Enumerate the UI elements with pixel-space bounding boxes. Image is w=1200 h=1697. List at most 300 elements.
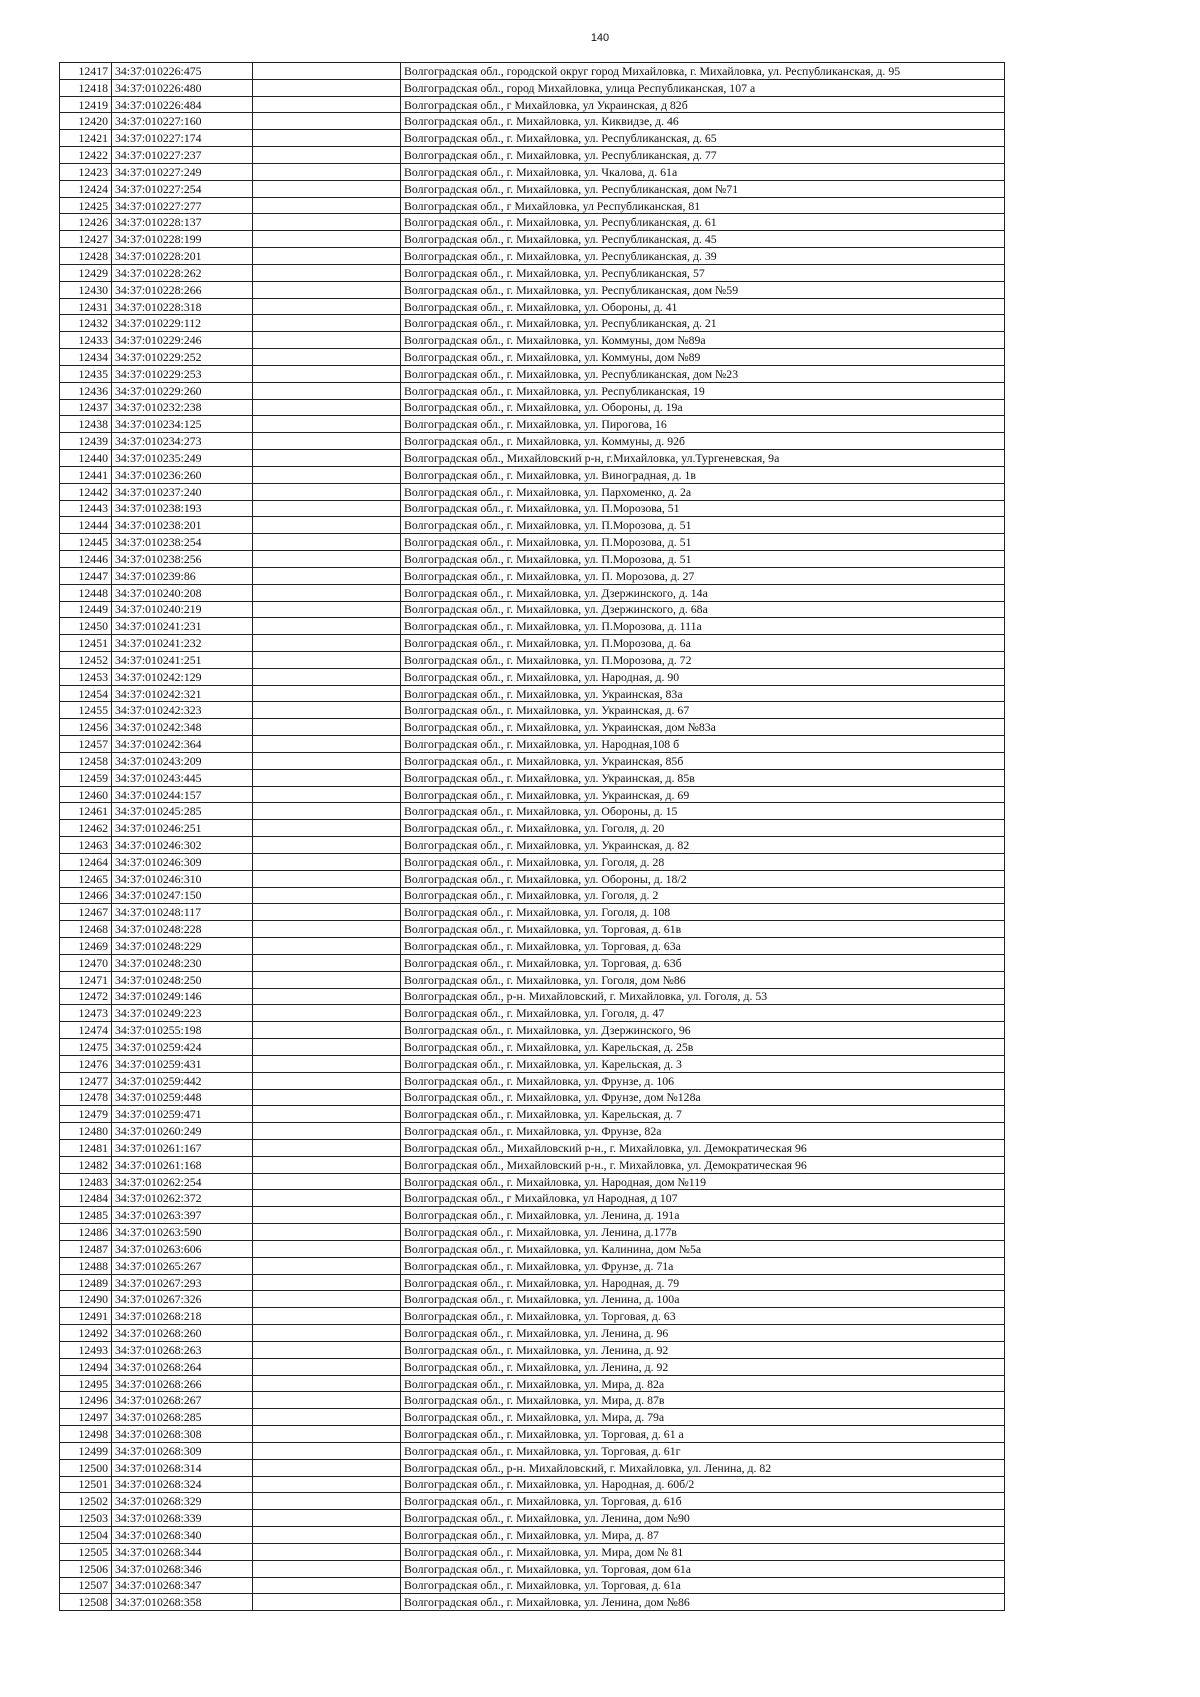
row-number-cell: 12496: [60, 1392, 112, 1409]
table-row: [60, 921, 1005, 938]
cadastral-number-cell: 34:37:010267:326: [112, 1291, 253, 1308]
row-number-cell: 12418: [60, 79, 112, 96]
empty-cell: [253, 1560, 401, 1577]
address-cell: Волгоградская обл., г. Михайловка, ул. Украинская, д. 69: [401, 786, 1005, 803]
row-number-cell: 12476: [60, 1055, 112, 1072]
row-number-cell: 12465: [60, 870, 112, 887]
empty-cell: [253, 904, 401, 921]
cadastral-number-cell: 34:37:010244:157: [112, 786, 253, 803]
cadastral-number-cell: 34:37:010241:231: [112, 618, 253, 635]
row-number-cell: 12457: [60, 736, 112, 753]
table-row: [60, 1543, 1005, 1560]
address-cell: Волгоградская обл., г. Михайловка, ул. Торговая, д. 63б: [401, 954, 1005, 971]
address-cell: Волгоградская обл., г. Михайловка, ул. Украинская, дом №83а: [401, 719, 1005, 736]
table-row: [60, 954, 1005, 971]
registry-table: [59, 62, 1005, 1611]
row-number-cell: 12426: [60, 214, 112, 231]
row-number-cell: 12438: [60, 416, 112, 433]
address-cell: Волгоградская обл., г. Михайловка, ул. Украинская, 85б: [401, 752, 1005, 769]
row-number-cell: 12508: [60, 1594, 112, 1611]
cadastral-number-cell: 34:37:010243:445: [112, 769, 253, 786]
row-number-cell: 12423: [60, 163, 112, 180]
row-number-cell: 12492: [60, 1325, 112, 1342]
table-row: [60, 1409, 1005, 1426]
empty-cell: [253, 1594, 401, 1611]
cadastral-number-cell: 34:37:010229:252: [112, 349, 253, 366]
row-number-cell: 12432: [60, 315, 112, 332]
cadastral-number-cell: 34:37:010227:160: [112, 113, 253, 130]
row-number-cell: 12421: [60, 130, 112, 147]
empty-cell: [253, 870, 401, 887]
empty-cell: [253, 248, 401, 265]
table-row: [60, 130, 1005, 147]
address-cell: Волгоградская обл., г. Михайловка, ул. Ленина, дом №86: [401, 1594, 1005, 1611]
empty-cell: [253, 988, 401, 1005]
empty-cell: [253, 769, 401, 786]
empty-cell: [253, 163, 401, 180]
table-row: [60, 1325, 1005, 1342]
address-cell: Волгоградская обл., г. Михайловка, ул. Республиканская, дом №59: [401, 281, 1005, 298]
row-number-cell: 12488: [60, 1257, 112, 1274]
empty-cell: [253, 853, 401, 870]
cadastral-number-cell: 34:37:010241:232: [112, 635, 253, 652]
table-row: [60, 1240, 1005, 1257]
row-number-cell: 12441: [60, 466, 112, 483]
row-number-cell: 12480: [60, 1123, 112, 1140]
empty-cell: [253, 332, 401, 349]
address-cell: Волгоградская обл., г. Михайловка, ул. П.Морозова, д. 111а: [401, 618, 1005, 635]
address-cell: Волгоградская обл., г. Михайловка, ул. П.Морозова, д. 72: [401, 651, 1005, 668]
row-number-cell: 12458: [60, 752, 112, 769]
empty-cell: [253, 803, 401, 820]
row-number-cell: 12429: [60, 264, 112, 281]
address-cell: Волгоградская обл., г. Михайловка, ул. П. Морозова, д. 27: [401, 567, 1005, 584]
empty-cell: [253, 820, 401, 837]
table-row: [60, 1039, 1005, 1056]
address-cell: Волгоградская обл., г. Михайловка, ул. Торговая, д. 63а: [401, 938, 1005, 955]
empty-cell: [253, 954, 401, 971]
address-cell: Волгоградская обл., г. Михайловка, ул. Торговая, д. 61а: [401, 1577, 1005, 1594]
row-number-cell: 12498: [60, 1426, 112, 1443]
cadastral-number-cell: 34:37:010262:254: [112, 1173, 253, 1190]
table-row: [60, 651, 1005, 668]
table-row: [60, 180, 1005, 197]
table-row: [60, 298, 1005, 315]
row-number-cell: 12470: [60, 954, 112, 971]
cadastral-number-cell: 34:37:010228:262: [112, 264, 253, 281]
row-number-cell: 12463: [60, 837, 112, 854]
table-row: [60, 281, 1005, 298]
table-row: [60, 1493, 1005, 1510]
empty-cell: [253, 551, 401, 568]
address-cell: Волгоградская обл., г. Михайловка, ул. Торговая, д. 61г: [401, 1442, 1005, 1459]
table-row: [60, 551, 1005, 568]
empty-cell: [253, 113, 401, 130]
table-row: [60, 433, 1005, 450]
empty-cell: [253, 1543, 401, 1560]
cadastral-number-cell: 34:37:010261:168: [112, 1156, 253, 1173]
address-cell: Волгоградская обл., р-н. Михайловский, г. Михайловка, ул. Гоголя, д. 53: [401, 988, 1005, 1005]
table-row: [60, 786, 1005, 803]
address-cell: Волгоградская обл., г. Михайловка, ул. П.Морозова, д. 6а: [401, 635, 1005, 652]
cadastral-number-cell: 34:37:010242:129: [112, 668, 253, 685]
cadastral-number-cell: 34:37:010227:174: [112, 130, 253, 147]
empty-cell: [253, 1325, 401, 1342]
address-cell: Волгоградская обл., г. Михайловка, ул. Пархоменко, д. 2а: [401, 483, 1005, 500]
table-row: [60, 988, 1005, 1005]
cadastral-number-cell: 34:37:010227:254: [112, 180, 253, 197]
table-row: [60, 584, 1005, 601]
address-cell: Волгоградская обл., г. Михайловка, ул. Дзержинского, д. 68а: [401, 601, 1005, 618]
row-number-cell: 12443: [60, 500, 112, 517]
cadastral-number-cell: 34:37:010228:137: [112, 214, 253, 231]
row-number-cell: 12417: [60, 63, 112, 80]
row-number-cell: 12461: [60, 803, 112, 820]
table-row: [60, 1527, 1005, 1544]
address-cell: Волгоградская обл., г. Михайловка, ул. Ленина, д. 92: [401, 1341, 1005, 1358]
empty-cell: [253, 349, 401, 366]
row-number-cell: 12468: [60, 921, 112, 938]
empty-cell: [253, 264, 401, 281]
empty-cell: [253, 1577, 401, 1594]
table-row: [60, 1459, 1005, 1476]
cadastral-number-cell: 34:37:010238:193: [112, 500, 253, 517]
row-number-cell: 12447: [60, 567, 112, 584]
address-cell: Волгоградская обл., г. Михайловка, ул. Украинская, 83а: [401, 685, 1005, 702]
cadastral-number-cell: 34:37:010268:358: [112, 1594, 253, 1611]
table-row: [60, 668, 1005, 685]
table-row: [60, 365, 1005, 382]
cadastral-number-cell: 34:37:010227:249: [112, 163, 253, 180]
address-cell: Волгоградская обл., г. Михайловка, ул. Дзержинского, 96: [401, 1022, 1005, 1039]
row-number-cell: 12431: [60, 298, 112, 315]
empty-cell: [253, 399, 401, 416]
row-number-cell: 12481: [60, 1140, 112, 1157]
cadastral-number-cell: 34:37:010259:448: [112, 1089, 253, 1106]
row-number-cell: 12504: [60, 1527, 112, 1544]
row-number-cell: 12420: [60, 113, 112, 130]
address-cell: Волгоградская обл., г. Михайловка, ул. Народная, д. 90: [401, 668, 1005, 685]
cadastral-number-cell: 34:37:010248:117: [112, 904, 253, 921]
table-row: [60, 1442, 1005, 1459]
cadastral-number-cell: 34:37:010229:253: [112, 365, 253, 382]
row-number-cell: 12501: [60, 1476, 112, 1493]
row-number-cell: 12444: [60, 517, 112, 534]
address-cell: Волгоградская обл., г. Михайловка, ул. Фрунзе, дом №128а: [401, 1089, 1005, 1106]
cadastral-number-cell: 34:37:010268:344: [112, 1543, 253, 1560]
empty-cell: [253, 567, 401, 584]
empty-cell: [253, 63, 401, 80]
cadastral-number-cell: 34:37:010259:471: [112, 1106, 253, 1123]
table-row: [60, 466, 1005, 483]
cadastral-number-cell: 34:37:010240:219: [112, 601, 253, 618]
empty-cell: [253, 416, 401, 433]
address-cell: Волгоградская обл., г. Михайловка, ул. Гоголя, д. 108: [401, 904, 1005, 921]
empty-cell: [253, 1308, 401, 1325]
row-number-cell: 12490: [60, 1291, 112, 1308]
page-number: 140: [590, 32, 610, 44]
empty-cell: [253, 1224, 401, 1241]
table-row: [60, 231, 1005, 248]
cadastral-number-cell: 34:37:010234:125: [112, 416, 253, 433]
table-row: [60, 1257, 1005, 1274]
row-number-cell: 12449: [60, 601, 112, 618]
cadastral-number-cell: 34:37:010249:146: [112, 988, 253, 1005]
cadastral-number-cell: 34:37:010240:208: [112, 584, 253, 601]
row-number-cell: 12495: [60, 1375, 112, 1392]
address-cell: Волгоградская обл., г. Михайловка, ул. Киквидзе, д. 46: [401, 113, 1005, 130]
address-cell: Волгоградская обл., г. Михайловка, ул. Республиканская, дом №71: [401, 180, 1005, 197]
address-cell: Волгоградская обл., г. Михайловка, ул. Карельская, д. 3: [401, 1055, 1005, 1072]
row-number-cell: 12473: [60, 1005, 112, 1022]
row-number-cell: 12451: [60, 635, 112, 652]
cadastral-number-cell: 34:37:010267:293: [112, 1274, 253, 1291]
empty-cell: [253, 1442, 401, 1459]
cadastral-number-cell: 34:37:010268:329: [112, 1493, 253, 1510]
empty-cell: [253, 1409, 401, 1426]
empty-cell: [253, 736, 401, 753]
address-cell: Волгоградская обл., г. Михайловка, ул. Гоголя, дом №86: [401, 971, 1005, 988]
cadastral-number-cell: 34:37:010228:318: [112, 298, 253, 315]
address-cell: Волгоградская обл., г. Михайловка, ул. Ленина, дом №90: [401, 1510, 1005, 1527]
row-number-cell: 12456: [60, 719, 112, 736]
cadastral-number-cell: 34:37:010229:246: [112, 332, 253, 349]
cadastral-number-cell: 34:37:010248:250: [112, 971, 253, 988]
cadastral-number-cell: 34:37:010268:314: [112, 1459, 253, 1476]
empty-cell: [253, 382, 401, 399]
table-row: [60, 1476, 1005, 1493]
empty-cell: [253, 450, 401, 467]
address-cell: Волгоградская обл., г. Михайловка, ул. Гоголя, д. 2: [401, 887, 1005, 904]
row-number-cell: 12471: [60, 971, 112, 988]
cadastral-number-cell: 34:37:010227:237: [112, 147, 253, 164]
row-number-cell: 12425: [60, 197, 112, 214]
cadastral-number-cell: 34:37:010239:86: [112, 567, 253, 584]
table-row: [60, 349, 1005, 366]
address-cell: Волгоградская обл., г. Михайловка, ул. Торговая, д. 63: [401, 1308, 1005, 1325]
empty-cell: [253, 365, 401, 382]
address-cell: Волгоградская обл., г. Михайловка, ул. П.Морозова, д. 51: [401, 551, 1005, 568]
table-row: [60, 1510, 1005, 1527]
empty-cell: [253, 938, 401, 955]
address-cell: Волгоградская обл., г. Михайловка, ул. Украинская, д. 82: [401, 837, 1005, 854]
table-row: [60, 1358, 1005, 1375]
empty-cell: [253, 433, 401, 450]
address-cell: Волгоградская обл., г. Михайловка, ул. Республиканская, дом №23: [401, 365, 1005, 382]
empty-cell: [253, 752, 401, 769]
cadastral-number-cell: 34:37:010248:229: [112, 938, 253, 955]
row-number-cell: 12437: [60, 399, 112, 416]
address-cell: Волгоградская обл., г. Михайловка, ул. Коммуны, дом №89: [401, 349, 1005, 366]
table-row: [60, 870, 1005, 887]
address-cell: Волгоградская обл., г. Михайловка, ул. Торговая, дом 61а: [401, 1560, 1005, 1577]
empty-cell: [253, 719, 401, 736]
cadastral-number-cell: 34:37:010229:112: [112, 315, 253, 332]
empty-cell: [253, 1022, 401, 1039]
empty-cell: [253, 635, 401, 652]
cadastral-number-cell: 34:37:010261:167: [112, 1140, 253, 1157]
table-row: [60, 264, 1005, 281]
empty-cell: [253, 887, 401, 904]
cadastral-number-cell: 34:37:010238:254: [112, 534, 253, 551]
row-number-cell: 12486: [60, 1224, 112, 1241]
empty-cell: [253, 1190, 401, 1207]
empty-cell: [253, 971, 401, 988]
table-row: [60, 635, 1005, 652]
row-number-cell: 12453: [60, 668, 112, 685]
cadastral-number-cell: 34:37:010229:260: [112, 382, 253, 399]
empty-cell: [253, 1156, 401, 1173]
cadastral-number-cell: 34:37:010227:277: [112, 197, 253, 214]
empty-cell: [253, 1140, 401, 1157]
empty-cell: [253, 1005, 401, 1022]
cadastral-number-cell: 34:37:010268:347: [112, 1577, 253, 1594]
cadastral-number-cell: 34:37:010238:201: [112, 517, 253, 534]
address-cell: Волгоградская обл., г Михайловка, ул Народная, д 107: [401, 1190, 1005, 1207]
table-row: [60, 769, 1005, 786]
address-cell: Волгоградская обл., г. Михайловка, ул. Ленина, д. 191а: [401, 1207, 1005, 1224]
address-cell: Волгоградская обл., г. Михайловка, ул. Обороны, д. 19а: [401, 399, 1005, 416]
cadastral-number-cell: 34:37:010260:249: [112, 1123, 253, 1140]
address-cell: Волгоградская обл., г. Михайловка, ул. П.Морозова, 51: [401, 500, 1005, 517]
table-row: [60, 1072, 1005, 1089]
empty-cell: [253, 1476, 401, 1493]
cadastral-number-cell: 34:37:010242:348: [112, 719, 253, 736]
table-row: [60, 1560, 1005, 1577]
table-row: [60, 837, 1005, 854]
row-number-cell: 12454: [60, 685, 112, 702]
table-row: [60, 1594, 1005, 1611]
cadastral-number-cell: 34:37:010246:302: [112, 837, 253, 854]
table-row: [60, 685, 1005, 702]
empty-cell: [253, 702, 401, 719]
empty-cell: [253, 517, 401, 534]
row-number-cell: 12462: [60, 820, 112, 837]
cadastral-number-cell: 34:37:010268:218: [112, 1308, 253, 1325]
row-number-cell: 12475: [60, 1039, 112, 1056]
table-row: [60, 1022, 1005, 1039]
row-number-cell: 12442: [60, 483, 112, 500]
table-row: [60, 1308, 1005, 1325]
table-row: [60, 163, 1005, 180]
row-number-cell: 12479: [60, 1106, 112, 1123]
row-number-cell: 12503: [60, 1510, 112, 1527]
empty-cell: [253, 1459, 401, 1476]
cadastral-number-cell: 34:37:010246:310: [112, 870, 253, 887]
empty-cell: [253, 147, 401, 164]
address-cell: Волгоградская обл., Михайловский р-н., г. Михайловка, ул. Демократическая 96: [401, 1140, 1005, 1157]
table-row: [60, 853, 1005, 870]
address-cell: Волгоградская обл., г. Михайловка, ул. П.Морозова, д. 51: [401, 534, 1005, 551]
address-cell: Волгоградская обл., г. Михайловка, ул. Гоголя, д. 47: [401, 1005, 1005, 1022]
empty-cell: [253, 1089, 401, 1106]
address-cell: Волгоградская обл., г. Михайловка, ул. Калинина, дом №5а: [401, 1240, 1005, 1257]
row-number-cell: 12474: [60, 1022, 112, 1039]
address-cell: Волгоградская обл., г. Михайловка, ул. Торговая, д. 61в: [401, 921, 1005, 938]
cadastral-number-cell: 34:37:010259:442: [112, 1072, 253, 1089]
row-number-cell: 12439: [60, 433, 112, 450]
row-number-cell: 12446: [60, 551, 112, 568]
cadastral-number-cell: 34:37:010242:364: [112, 736, 253, 753]
row-number-cell: 12485: [60, 1207, 112, 1224]
row-number-cell: 12467: [60, 904, 112, 921]
address-cell: Волгоградская обл., г. Михайловка, ул. Обороны, д. 18/2: [401, 870, 1005, 887]
empty-cell: [253, 483, 401, 500]
address-cell: Волгоградская обл., г. Михайловка, ул. Фрунзе, 82а: [401, 1123, 1005, 1140]
empty-cell: [253, 79, 401, 96]
cadastral-number-cell: 34:37:010262:372: [112, 1190, 253, 1207]
empty-cell: [253, 1240, 401, 1257]
address-cell: Волгоградская обл., г. Михайловка, ул. Мира, д. 82а: [401, 1375, 1005, 1392]
row-number-cell: 12419: [60, 96, 112, 113]
empty-cell: [253, 281, 401, 298]
cadastral-number-cell: 34:37:010228:266: [112, 281, 253, 298]
address-cell: Волгоградская обл., г. Михайловка, ул. Мира, д. 79а: [401, 1409, 1005, 1426]
address-cell: Волгоградская обл., г. Михайловка, ул. Фрунзе, д. 106: [401, 1072, 1005, 1089]
address-cell: Волгоградская обл., г. Михайловка, ул. Украинская, д. 67: [401, 702, 1005, 719]
address-cell: Волгоградская обл., г. Михайловка, ул. Республиканская, д. 65: [401, 130, 1005, 147]
table-row: [60, 399, 1005, 416]
address-cell: Волгоградская обл., г. Михайловка, ул. Обороны, д. 41: [401, 298, 1005, 315]
row-number-cell: 12493: [60, 1341, 112, 1358]
cadastral-number-cell: 34:37:010263:590: [112, 1224, 253, 1241]
cadastral-number-cell: 34:37:010263:397: [112, 1207, 253, 1224]
address-cell: Волгоградская обл., г. Михайловка, ул. Мира, д. 87в: [401, 1392, 1005, 1409]
cadastral-number-cell: 34:37:010268:285: [112, 1409, 253, 1426]
table-row: [60, 416, 1005, 433]
row-number-cell: 12477: [60, 1072, 112, 1089]
table-row: [60, 332, 1005, 349]
table-row: [60, 1274, 1005, 1291]
row-number-cell: 12491: [60, 1308, 112, 1325]
table-row: [60, 618, 1005, 635]
address-cell: Волгоградская обл., г Михайловка, ул Украинская, д 82б: [401, 96, 1005, 113]
address-cell: Волгоградская обл., город Михайловка, улица Республиканская, 107 а: [401, 79, 1005, 96]
table-row: [60, 971, 1005, 988]
empty-cell: [253, 1426, 401, 1443]
row-number-cell: 12500: [60, 1459, 112, 1476]
cadastral-number-cell: 34:37:010237:240: [112, 483, 253, 500]
cadastral-number-cell: 34:37:010248:230: [112, 954, 253, 971]
row-number-cell: 12422: [60, 147, 112, 164]
row-number-cell: 12507: [60, 1577, 112, 1594]
empty-cell: [253, 534, 401, 551]
row-number-cell: 12427: [60, 231, 112, 248]
address-cell: Волгоградская обл., г. Михайловка, ул. Фрунзе, д. 71а: [401, 1257, 1005, 1274]
cadastral-number-cell: 34:37:010259:431: [112, 1055, 253, 1072]
empty-cell: [253, 1257, 401, 1274]
empty-cell: [253, 601, 401, 618]
table-row: [60, 803, 1005, 820]
cadastral-number-cell: 34:37:010263:606: [112, 1240, 253, 1257]
row-number-cell: 12436: [60, 382, 112, 399]
row-number-cell: 12434: [60, 349, 112, 366]
empty-cell: [253, 1055, 401, 1072]
empty-cell: [253, 1123, 401, 1140]
row-number-cell: 12455: [60, 702, 112, 719]
empty-cell: [253, 1510, 401, 1527]
row-number-cell: 12430: [60, 281, 112, 298]
empty-cell: [253, 668, 401, 685]
cadastral-number-cell: 34:37:010255:198: [112, 1022, 253, 1039]
cadastral-number-cell: 34:37:010268:267: [112, 1392, 253, 1409]
row-number-cell: 12483: [60, 1173, 112, 1190]
cadastral-number-cell: 34:37:010241:251: [112, 651, 253, 668]
registry-body: [60, 63, 1005, 1611]
row-number-cell: 12448: [60, 584, 112, 601]
address-cell: Волгоградская обл., г. Михайловка, ул. Республиканская, д. 77: [401, 147, 1005, 164]
table-row: [60, 483, 1005, 500]
